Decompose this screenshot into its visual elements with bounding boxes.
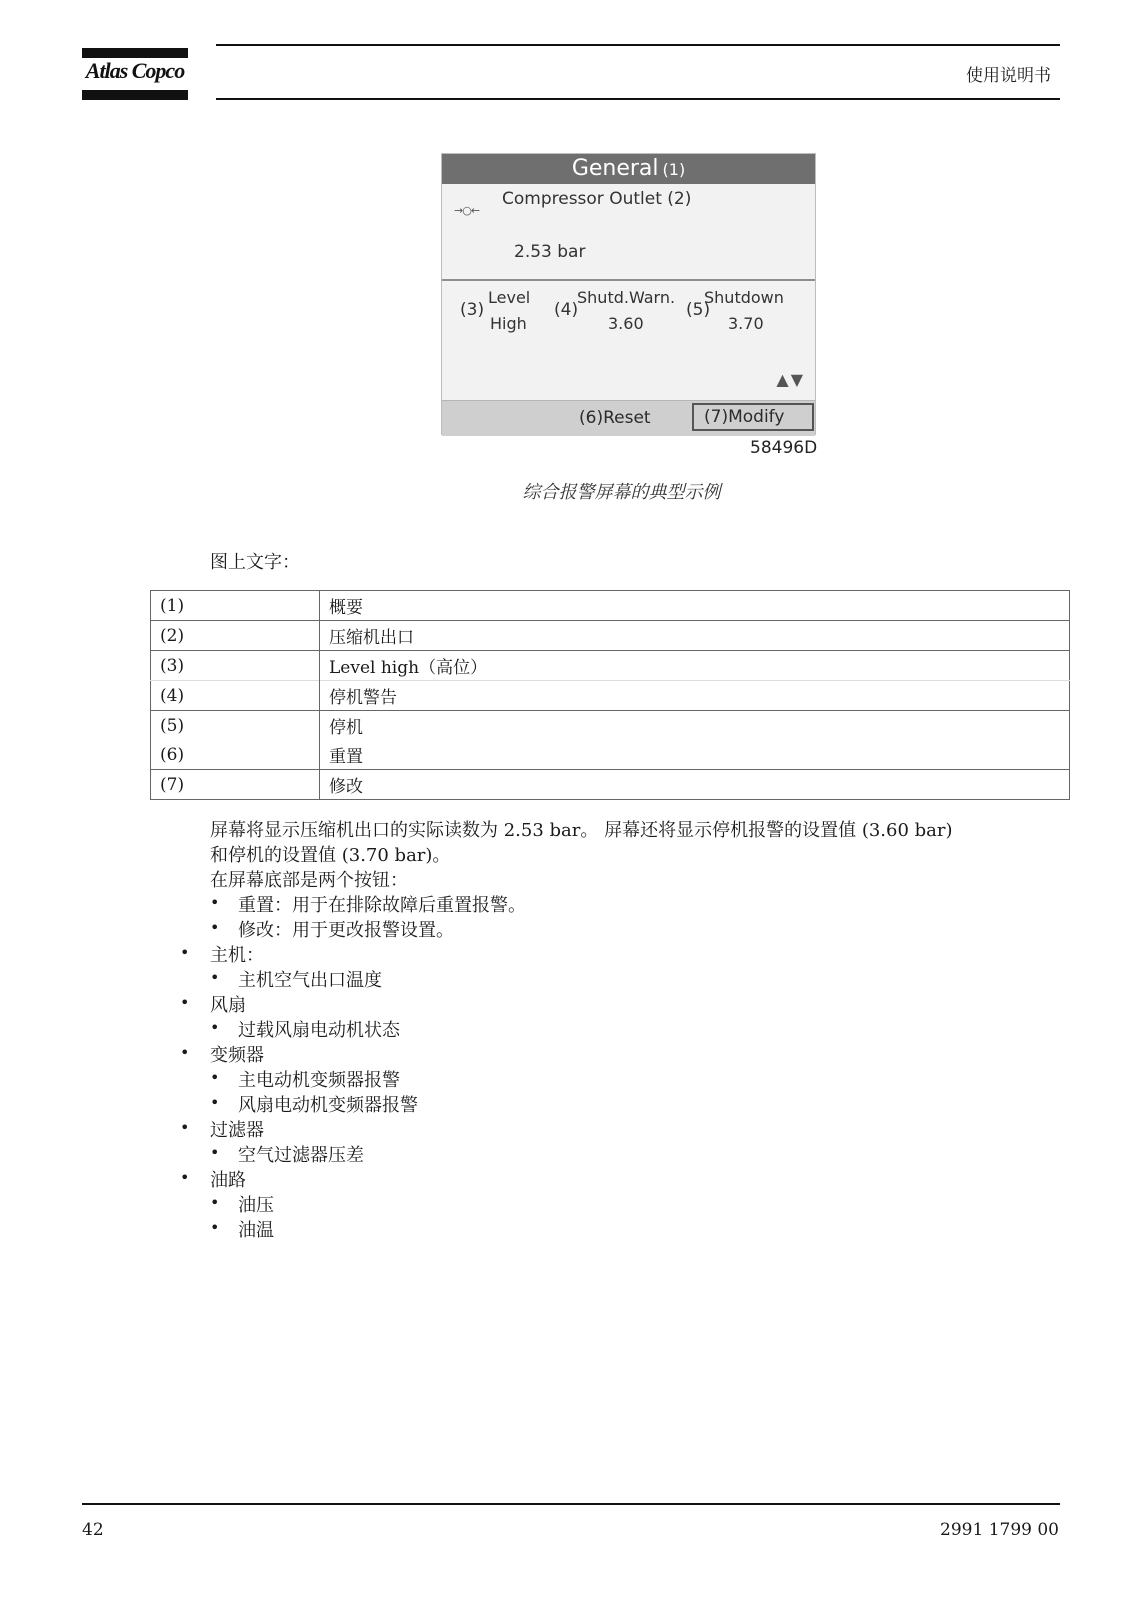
legend-text: 停机 — [320, 711, 1070, 741]
modify-button[interactable]: (7)Modify — [692, 403, 814, 431]
shutdown-num: (5) — [686, 300, 711, 320]
legend-heading: 图上文字： — [210, 552, 300, 573]
table-row — [151, 621, 1070, 651]
list-item: 空气过滤器压差 — [238, 1145, 364, 1166]
legend-key: (5) — [151, 711, 320, 741]
list-item: 主机： — [210, 945, 264, 966]
scroll-arrows-icon[interactable]: ▲▼ — [776, 370, 805, 389]
list-item: 油压 — [238, 1195, 274, 1216]
legend-text: 概要 — [329, 598, 363, 618]
figure-code: 58496D — [750, 438, 818, 458]
header-rule-bottom — [216, 98, 1060, 100]
table-row — [151, 681, 1070, 711]
list-item: 变频器 — [210, 1045, 264, 1066]
controller-screen — [441, 153, 816, 435]
bullet-icon: • — [180, 993, 190, 1012]
table-row — [151, 740, 1070, 770]
bullet-icon: • — [210, 1193, 220, 1212]
legend-key: (7) — [151, 770, 320, 800]
screen-title-num: (1) — [662, 160, 686, 179]
table-row — [151, 770, 1070, 800]
outlet-label: Compressor Outlet (2) — [502, 189, 692, 209]
document-number: 2991 1799 00 — [940, 1520, 1059, 1540]
table-row — [151, 711, 1070, 741]
legend-key: (1) — [151, 591, 320, 621]
legend-text: 重置 — [329, 747, 363, 767]
header-rule-top — [216, 44, 1060, 46]
list-item: 过滤器 — [210, 1120, 264, 1141]
table-row — [151, 591, 1070, 621]
body-paragraph-1-line-1: 屏幕将显示压缩机出口的实际读数为 2.53 bar。 屏幕还将显示停机报警的设置值 (3.60 bar) — [210, 820, 953, 841]
bullet-icon: • — [180, 1043, 190, 1062]
bullet-icon: • — [210, 1068, 220, 1087]
level-num: (3) — [460, 300, 485, 320]
page-number: 42 — [82, 1520, 104, 1540]
reset-button[interactable]: (6)Reset — [579, 408, 651, 428]
bullet-icon: • — [210, 918, 220, 937]
list-item: 风扇电动机变频器报警 — [238, 1095, 418, 1116]
brand-logo: Atlas Copco — [85, 58, 185, 83]
list-item: 油路 — [210, 1170, 246, 1191]
logo-bar-top — [82, 48, 188, 58]
shutdown-heading: Shutdown — [704, 288, 784, 307]
list-item: 风扇 — [210, 995, 246, 1016]
legend-key: (6) — [151, 740, 320, 770]
shutd-warn-heading: Shutd.Warn. — [577, 288, 676, 307]
bullet-icon: • — [180, 1168, 190, 1187]
legend-key: (2) — [151, 621, 320, 651]
legend-text: Level high（高位） — [320, 651, 1070, 681]
bullet-icon: • — [210, 1018, 220, 1037]
level-heading: Level — [488, 288, 531, 307]
legend-key: (4) — [151, 681, 320, 711]
shutd-warn-value: 3.60 — [608, 314, 644, 333]
screen-title: General — [571, 156, 659, 181]
body-paragraph-2: 在屏幕底部是两个按钮： — [210, 870, 408, 891]
body-paragraph-1-line-2: 和停机的设置值 (3.70 bar)。 — [210, 845, 451, 866]
shutd-warn-num: (4) — [554, 300, 579, 320]
bullet-icon: • — [210, 968, 220, 987]
list-item: 主电动机变频器报警 — [238, 1070, 400, 1091]
bullet-icon: • — [210, 1093, 220, 1112]
legend-text: 停机警告 — [320, 681, 1070, 711]
screen-divider — [442, 279, 815, 281]
outlet-value: 2.53 bar — [514, 242, 586, 262]
document-title: 使用说明书 — [966, 66, 1051, 86]
screen-header — [442, 154, 815, 184]
legend-text: 修改 — [320, 770, 1070, 800]
bullet-icon: • — [210, 1143, 220, 1162]
bullet-icon: • — [210, 893, 220, 912]
footer-rule — [82, 1503, 1060, 1505]
bullet-icon: • — [180, 943, 190, 962]
logo-bar-bottom — [82, 90, 188, 100]
list-item: 重置：用于在排除故障后重置报警。 — [238, 895, 526, 916]
bullet-icon: • — [210, 1218, 220, 1237]
legend-table — [150, 590, 1070, 800]
legend-text: 压缩机出口 — [320, 621, 1070, 651]
outlet-icon: →○← — [454, 204, 480, 217]
shutdown-value: 3.70 — [728, 314, 764, 333]
level-value: High — [490, 314, 527, 333]
list-item: 过载风扇电动机状态 — [238, 1020, 400, 1041]
figure-caption: 综合报警屏幕的典型示例 — [522, 482, 721, 503]
list-item: 主机空气出口温度 — [238, 970, 382, 991]
bullet-icon: • — [180, 1118, 190, 1137]
list-item: 修改：用于更改报警设置。 — [238, 920, 454, 941]
list-item: 油温 — [238, 1220, 274, 1241]
table-row — [151, 651, 1070, 681]
screen-button-bar — [442, 400, 815, 436]
legend-key: (3) — [151, 651, 320, 681]
